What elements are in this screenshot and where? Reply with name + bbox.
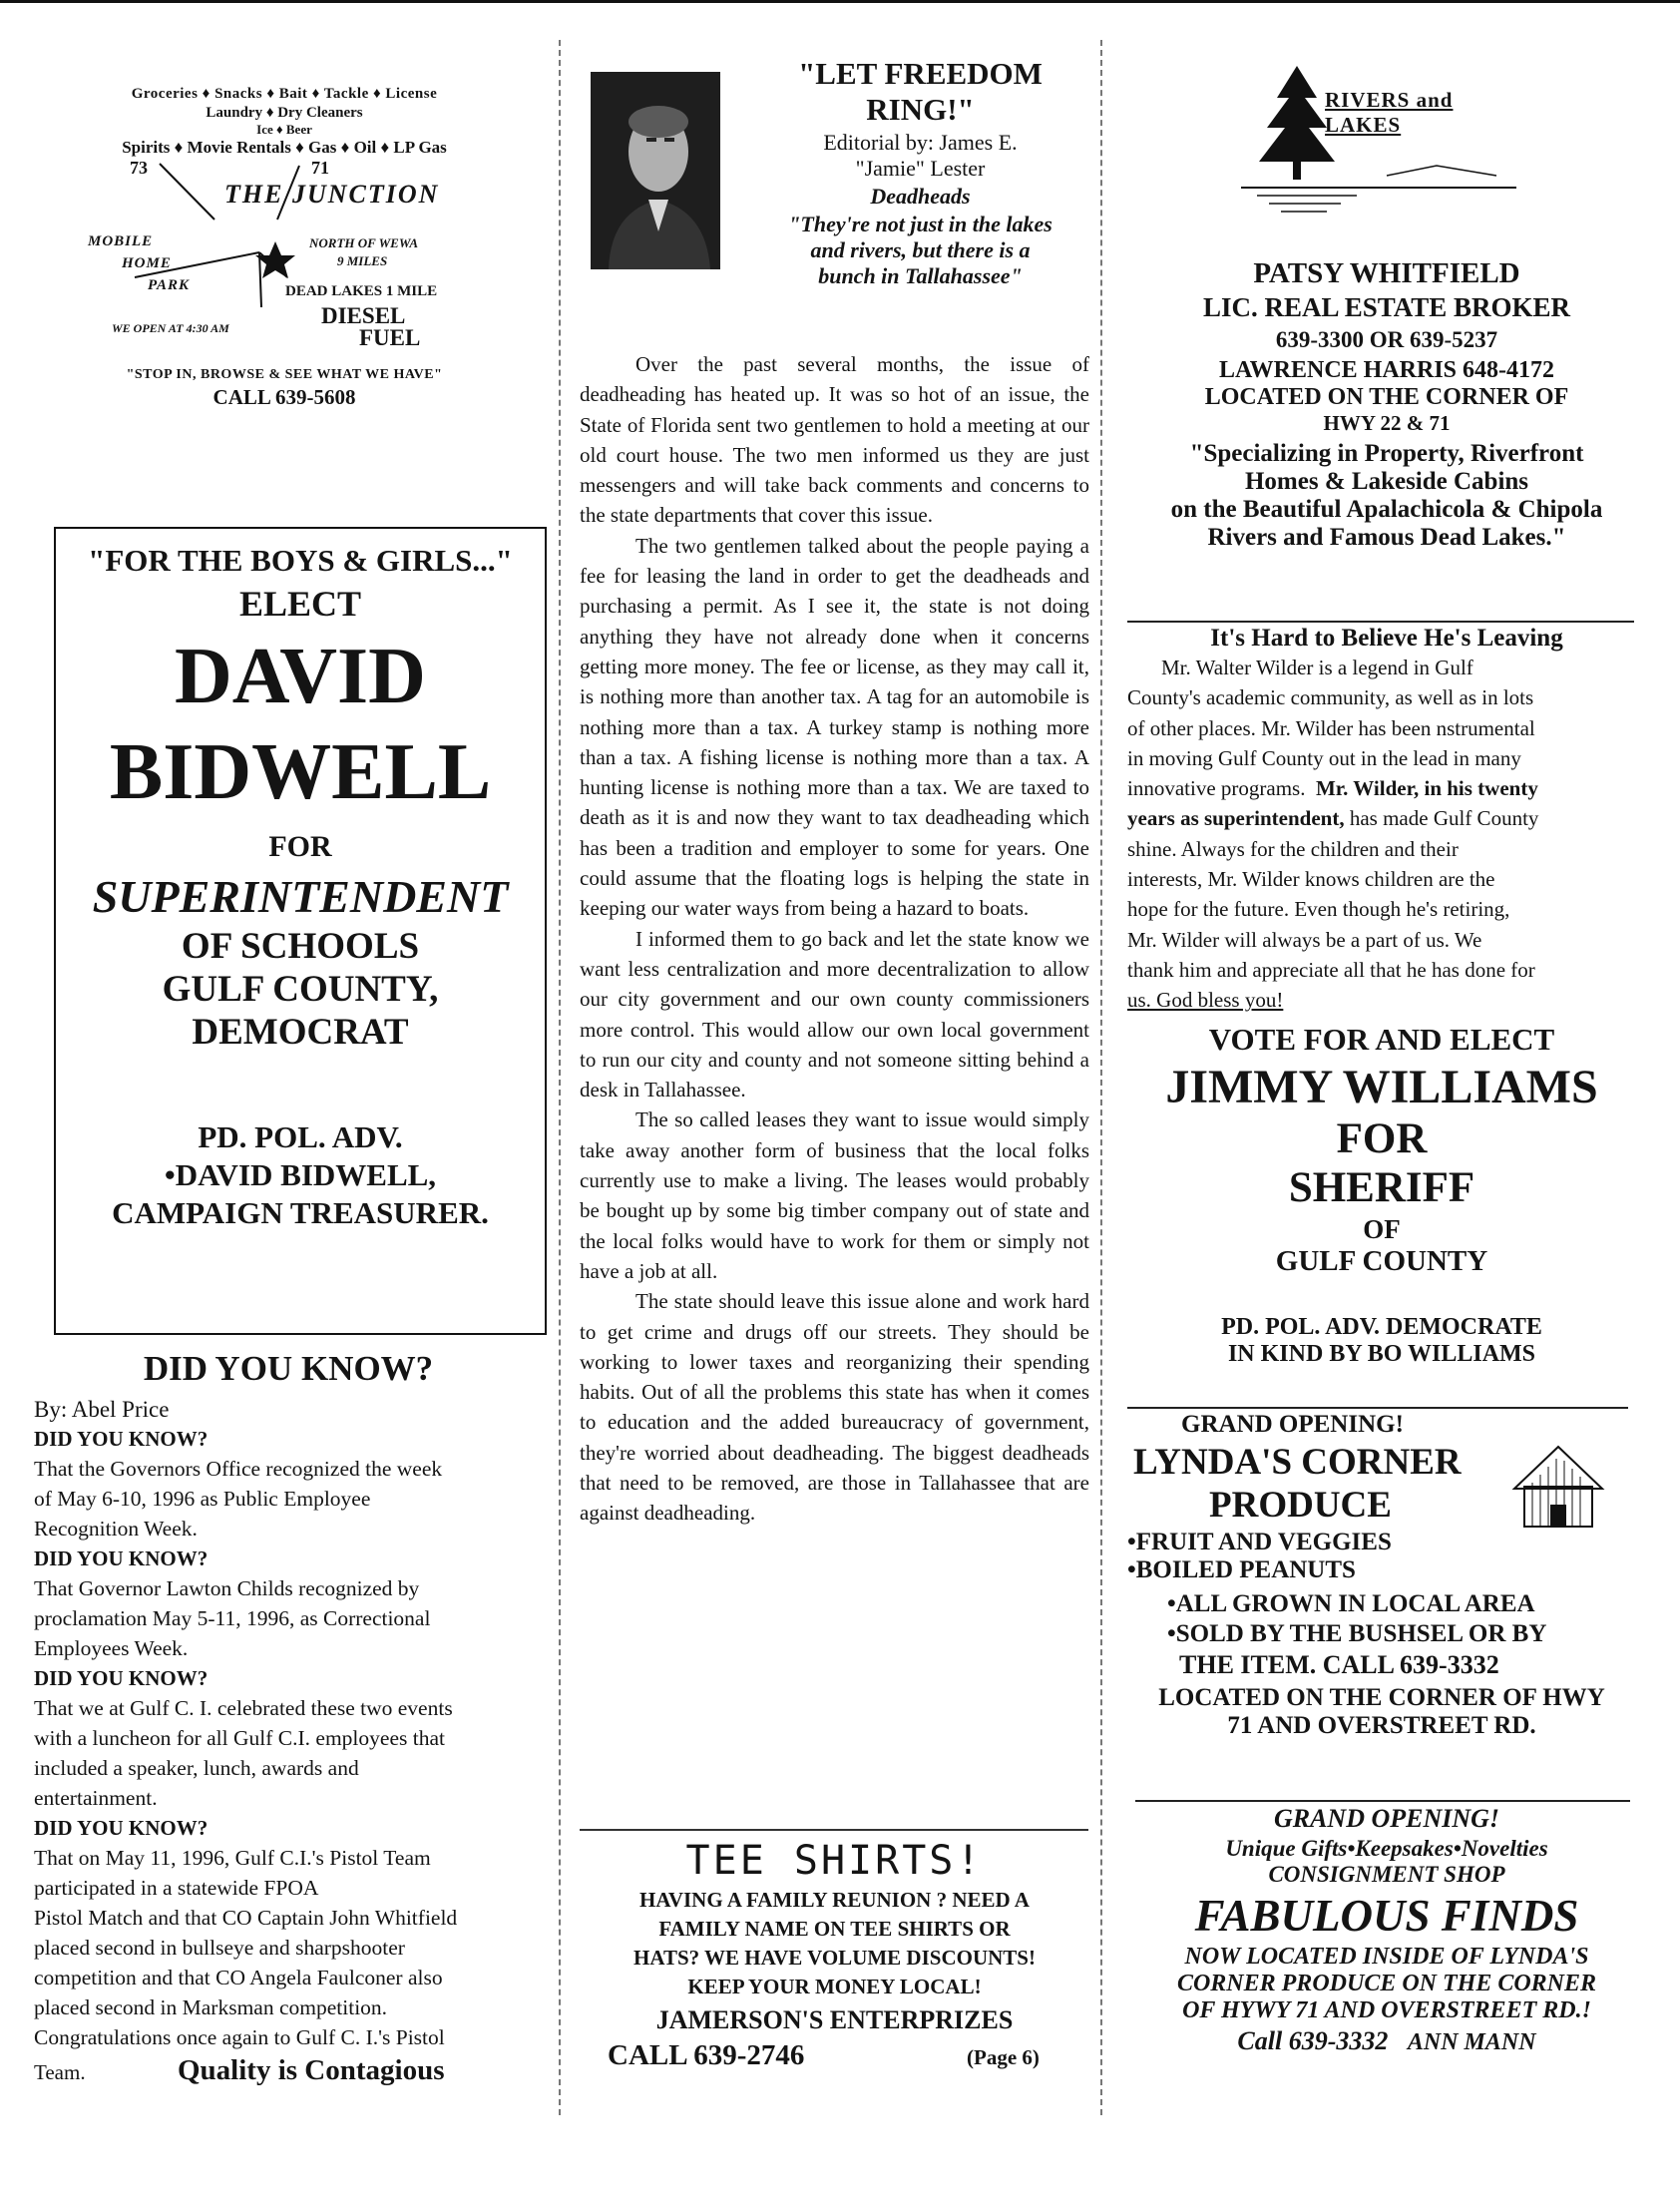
dyk-answer-line: That the Governors Office recognized the week: [34, 1457, 443, 1481]
editorial-paragraph: I informed them to go back and let the state know we want less centralization and more decentralization to allow our city government and our own county commissioners more control. This would allow our own local government to run our city and county and not someone sitting behind a desk in Tallahassee.: [580, 926, 1089, 1103]
editorial-quote-3: bunch in Tallahassee": [818, 263, 1023, 288]
lynda-name-2: PRODUCE: [1209, 1485, 1392, 1526]
wilder-line-11: thank him and appreciate all that he has done for: [1127, 957, 1535, 982]
bidwell-last-name: BIDWELL: [109, 728, 492, 816]
williams-office: SHERIFF: [1288, 1164, 1475, 1211]
lynda-bullet-5: THE ITEM. CALL 639-3332: [1179, 1650, 1499, 1679]
finds-ad: [1127, 1804, 1646, 2056]
page-number: (Page 6): [967, 2045, 1040, 2069]
rivers-lakes-logo: [1237, 58, 1526, 229]
bidwell-pd: PD. POL. ADV.: [198, 1119, 403, 1154]
wilder-line-6-bold: years as superintendent,: [1127, 806, 1345, 831]
dyk-question: DID YOU KNOW?: [34, 1427, 209, 1451]
pine-tree-logo-icon: [1237, 58, 1526, 229]
bidwell-first-name: DAVID: [175, 633, 426, 720]
author-photo: [591, 72, 720, 269]
lynda-bullet-1: •FRUIT AND VEGGIES: [1127, 1529, 1392, 1555]
dyk-answer-line: placed second in Marksman competition.: [34, 1995, 388, 2019]
tee-rule: [580, 1829, 1088, 1831]
rivers-location-2: HWY 22 & 71: [1323, 411, 1451, 435]
lynda-bullet-2: •BOILED PEANUTS: [1127, 1556, 1356, 1583]
wilder-line-4: in moving Gulf County out in the lead in many: [1127, 745, 1521, 770]
dyk-tagline: Quality is Contagious: [178, 2054, 445, 2086]
lynda-grand-opening: GRAND OPENING!: [1181, 1411, 1404, 1438]
dyk-answer-line: Congratulations once again to Gulf C. I.'s Pistol: [34, 2025, 445, 2049]
hwy-73-label: 73: [130, 158, 148, 178]
junction-ad: [30, 86, 539, 410]
editorial-title-1: "LET FREEDOM: [798, 56, 1043, 91]
diesel-label: DIESEL: [321, 303, 406, 328]
did-you-know: [34, 1349, 543, 2090]
bidwell-treasurer-title: CAMPAIGN TREASURER.: [112, 1195, 489, 1230]
dyk-question: DID YOU KNOW?: [34, 1816, 209, 1840]
dyk-answer-line: That on May 11, 1996, Gulf C.I.'s Pistol Team: [34, 1846, 431, 1870]
junction-line-2: Laundry ♦ Dry Cleaners: [206, 105, 363, 121]
wilder-line-5: [1127, 773, 1646, 803]
tee-line-3: HATS? WE HAVE VOLUME DISCOUNTS!: [633, 1946, 1036, 1970]
wilder-line-3: of other places. Mr. Wilder has been nstrumental: [1127, 715, 1535, 740]
open-label: WE OPEN AT 4:30 AM: [112, 321, 229, 335]
dyk-question: DID YOU KNOW?: [34, 1546, 209, 1570]
dyk-answer-line: participated in a statewide FPOA: [34, 1876, 319, 1900]
wilder-line-5-bold: Mr. Wilder, in his twenty: [1315, 776, 1538, 801]
editorial-title-2: RING!": [866, 92, 975, 127]
wilder-line-12: us. God bless you!: [1127, 988, 1284, 1013]
williams-ad: [1127, 1022, 1636, 1368]
wilder-line-9: hope for the future. Even though he's retiring,: [1127, 897, 1510, 922]
rivers-title: LIC. REAL ESTATE BROKER: [1202, 292, 1571, 322]
williams-county: GULF COUNTY: [1275, 1245, 1488, 1277]
column-separator-right: [1100, 40, 1102, 2115]
finds-call: Call 639-3332: [1237, 2026, 1389, 2055]
junction-line-4: Spirits ♦ Movie Rentals ♦ Gas ♦ Oil ♦ LP Gas: [122, 138, 447, 157]
dyk-answer-line: with a luncheon for all Gulf C.I. employees that: [34, 1726, 445, 1750]
wilder-line-5-plain: innovative programs.: [1127, 776, 1306, 801]
dead-lakes-label: DEAD LAKES 1 MILE: [285, 283, 438, 299]
finds-rule: [1135, 1800, 1630, 1802]
dyk-answer-line: entertainment.: [34, 1786, 158, 1810]
editorial-body: [580, 349, 1089, 1529]
editorial-paragraph: The so called leases they want to issue would simply take away another form of business that the local folks currently use to make a living. The leases would probably be bought up by some big timber company out of state and the local folks would have to work for them or simply not have a job at all.: [580, 1107, 1089, 1283]
finds-line-3: CONSIGNMENT SHOP: [1268, 1862, 1505, 1887]
dyk-question: DID YOU KNOW?: [34, 1666, 209, 1690]
park-label: PARK: [148, 277, 191, 293]
bidwell-office: SUPERINTENDENT: [92, 871, 509, 922]
dyk-items: [34, 1424, 543, 2052]
wilder-line-8: interests, Mr. Wilder knows children are the: [1127, 867, 1495, 892]
bidwell-county: GULF COUNTY,: [162, 969, 439, 1010]
tee-call: CALL 639-2746: [608, 2039, 805, 2071]
tee-line-4: KEEP YOUR MONEY LOCAL!: [687, 1975, 982, 1998]
miles-label: 9 MILES: [337, 253, 388, 268]
rivers-specialty-2: Homes & Lakeside Cabins: [1244, 468, 1529, 495]
wilder-line-1: Mr. Walter Wilder is a legend in Gulf: [1161, 656, 1473, 679]
finds-line-6: CORNER PRODUCE ON THE CORNER: [1176, 1971, 1597, 1996]
williams-in-kind: IN KIND BY BO WILLIAMS: [1227, 1341, 1536, 1367]
wilder-line-10: Mr. Wilder will always be a part of us. We: [1127, 927, 1482, 952]
editorial-header: [743, 56, 1097, 289]
home-label: HOME: [122, 255, 172, 271]
finds-name: FABULOUS FINDS: [1194, 1891, 1579, 1941]
lynda-rule: [1127, 1407, 1628, 1409]
lynda-bullet-3: •ALL GROWN IN LOCAL AREA: [1167, 1590, 1535, 1617]
bidwell-for: FOR: [268, 830, 332, 863]
finds-line-2: Unique Gifts•Keepsakes•Novelties: [1225, 1836, 1548, 1861]
williams-name: JIMMY WILLIAMS: [1165, 1061, 1598, 1113]
tee-title: TEE SHIRTS!: [685, 1838, 984, 1884]
junction-map: [30, 158, 539, 367]
editorial-subject: Deadheads: [870, 184, 971, 209]
top-rule: [0, 0, 1680, 3]
lynda-location-2: 71 AND OVERSTREET RD.: [1227, 1712, 1536, 1739]
editorial-paragraph: Over the past several months, the issue of deadheading has heated up. It was so hot of an issue, the State of Florida sent two gentlemen to hold a meeting at our old court house. The two men informed us they are just messengers and will take back comments and concerns to the state departments that cover this issue.: [580, 352, 1089, 528]
rivers-specialty-4: Rivers and Famous Dead Lakes.": [1207, 524, 1566, 551]
dyk-last-word: Team.: [34, 2060, 86, 2084]
finds-line-5: NOW LOCATED INSIDE OF LYNDA'S: [1184, 1944, 1589, 1970]
dyk-answer-line: Employees Week.: [34, 1636, 189, 1660]
rivers-specialty-1: "Specializing in Property, Riverfront: [1189, 440, 1584, 467]
bidwell-ad: [54, 527, 547, 1335]
editorial-quote-1: "They're not just in the lakes: [788, 212, 1052, 236]
editorial-byline-1: Editorial by: James E.: [823, 130, 1018, 155]
rivers-harris: LAWRENCE HARRIS 648-4172: [1218, 357, 1555, 383]
dyk-answer-line: That we at Gulf C. I. celebrated these two events: [34, 1696, 453, 1720]
bidwell-treasurer-name: •DAVID BIDWELL,: [164, 1157, 437, 1192]
rivers-logo-text: RIVERS and LAKES: [1325, 88, 1454, 137]
williams-vote: VOTE FOR AND ELECT: [1208, 1022, 1555, 1057]
wilder-line-2: County's academic community, as well as in lots: [1127, 685, 1534, 710]
rivers-location-1: LOCATED ON THE CORNER OF: [1204, 384, 1569, 410]
dyk-title: DID YOU KNOW?: [143, 1349, 434, 1388]
dyk-answer-line: included a speaker, lunch, awards and: [34, 1756, 359, 1780]
dyk-answer-line: placed second in bullseye and sharpshooter: [34, 1936, 405, 1960]
finds-contact-line: [1127, 2026, 1646, 2056]
wilder-line-7: shine. Always for the children and their: [1127, 836, 1459, 861]
tee-line-1: HAVING A FAMILY REUNION ? NEED A: [639, 1888, 1030, 1912]
rivers-phones: 639-3300 OR 639-5237: [1275, 327, 1498, 352]
editorial-byline-2: "Jamie" Lester: [855, 156, 986, 181]
finds-line-7: OF HYWY 71 AND OVERSTREET RD.!: [1182, 1997, 1591, 2023]
tee-company: JAMERSON'S ENTERPRIZES: [655, 2005, 1014, 2034]
dyk-answer-line: of May 6-10, 1996 as Public Employee: [34, 1487, 371, 1511]
north-label: NORTH OF WEWA: [309, 235, 419, 250]
editorial-paragraph: The state should leave this issue alone and work hard to get crime and drugs off our streets. They should be working to lower taxes and reorganizing their spending habits. Out of all the problems this state has when it comes to education and the added bureaucracy of government, they're worried about deadheading. The biggest deadheads that need to be removed, are those in Tallahassee that are against deadheading.: [580, 1289, 1089, 1526]
williams-pd: PD. POL. ADV. DEMOCRATE: [1221, 1314, 1542, 1340]
bidwell-schools: OF SCHOOLS: [181, 926, 420, 967]
person-photo-icon: [591, 72, 720, 269]
tee-footer: [580, 2035, 1089, 2079]
lynda-location-1: LOCATED ON THE CORNER OF HWY: [1158, 1684, 1605, 1711]
barn-icon: [1510, 1443, 1606, 1531]
wilder-line-6: [1127, 803, 1646, 833]
tee-line-2: FAMILY NAME ON TEE SHIRTS OR: [658, 1917, 1011, 1941]
hwy-71-label: 71: [311, 158, 329, 178]
bidwell-party: DEMOCRAT: [192, 1012, 409, 1053]
bidwell-tagline: "FOR THE BOYS & GIRLS...": [88, 543, 513, 578]
wilder-title: It's Hard to Believe He's Leaving: [1210, 625, 1563, 652]
wilder-article: [1127, 625, 1646, 1016]
dyk-byline: By: Abel Price: [34, 1397, 170, 1422]
lynda-name-1: LYNDA'S CORNER: [1133, 1442, 1462, 1483]
junction-call: CALL 639-5608: [212, 385, 356, 409]
junction-slogan: "STOP IN, BROWSE & SEE WHAT WE HAVE": [126, 367, 443, 382]
junction-name: THE JUNCTION: [224, 180, 440, 209]
williams-of: OF: [1363, 1214, 1401, 1244]
finds-contact: ANN MANN: [1407, 2029, 1536, 2055]
mobile-label: MOBILE: [88, 233, 154, 249]
dyk-answer-line: Pistol Match and that CO Captain John Whitfield: [34, 1906, 458, 1930]
column-separator-left: [559, 40, 561, 2115]
dyk-footer: [34, 2054, 543, 2090]
wilder-body: [1127, 653, 1646, 1016]
wilder-line-6-plain: has made Gulf County: [1344, 806, 1539, 831]
fuel-label: FUEL: [359, 325, 421, 350]
dyk-answer-line: That Governor Lawton Childs recognized by: [34, 1576, 420, 1600]
finds-grand-opening: GRAND OPENING!: [1273, 1804, 1500, 1833]
rivers-name: PATSY WHITFIELD: [1253, 257, 1520, 289]
bidwell-elect: ELECT: [238, 584, 362, 624]
tee-shirts-ad: [580, 1838, 1089, 2079]
junction-line-3: Ice ♦ Beer: [256, 122, 312, 137]
editorial-paragraph: The two gentlemen talked about the people paying a fee for leasing the land in order to get the deadheads and purchasing a permit. As I see it, the state is not doing anything they have not already done when it concerns getting more money. The fee or license, as they may call it, is nothing more than another tax. A tag for an automobile is nothing more than a tax. A turkey stamp is nothing more than a tax. A fishing license is nothing more than a tax. A hunting license is nothing more than a tax. We are taxed to death as it is and now they want to tax deadheading which has been a tradition and employer to some for years. One could assume that the floating logs is helping the state in keeping our water ways from being a hazard to boats.: [580, 533, 1089, 921]
editorial-quote-2: and rivers, but there is a: [810, 237, 1031, 262]
dyk-answer-line: competition and that CO Angela Faulconer also: [34, 1966, 443, 1989]
junction-line-1: Groceries ♦ Snacks ♦ Bait ♦ Tackle ♦ License: [131, 86, 438, 102]
williams-for: FOR: [1336, 1115, 1428, 1162]
lynda-bullet-4: •SOLD BY THE BUSHSEL OR BY: [1167, 1620, 1547, 1647]
rivers-specialty-3: on the Beautiful Apalachicola & Chipola: [1170, 496, 1603, 523]
wilder-rule: [1127, 621, 1634, 623]
dyk-answer-line: Recognition Week.: [34, 1517, 198, 1541]
rivers-ad: [1127, 257, 1646, 552]
dyk-answer-line: proclamation May 5-11, 1996, as Correctional: [34, 1606, 431, 1630]
